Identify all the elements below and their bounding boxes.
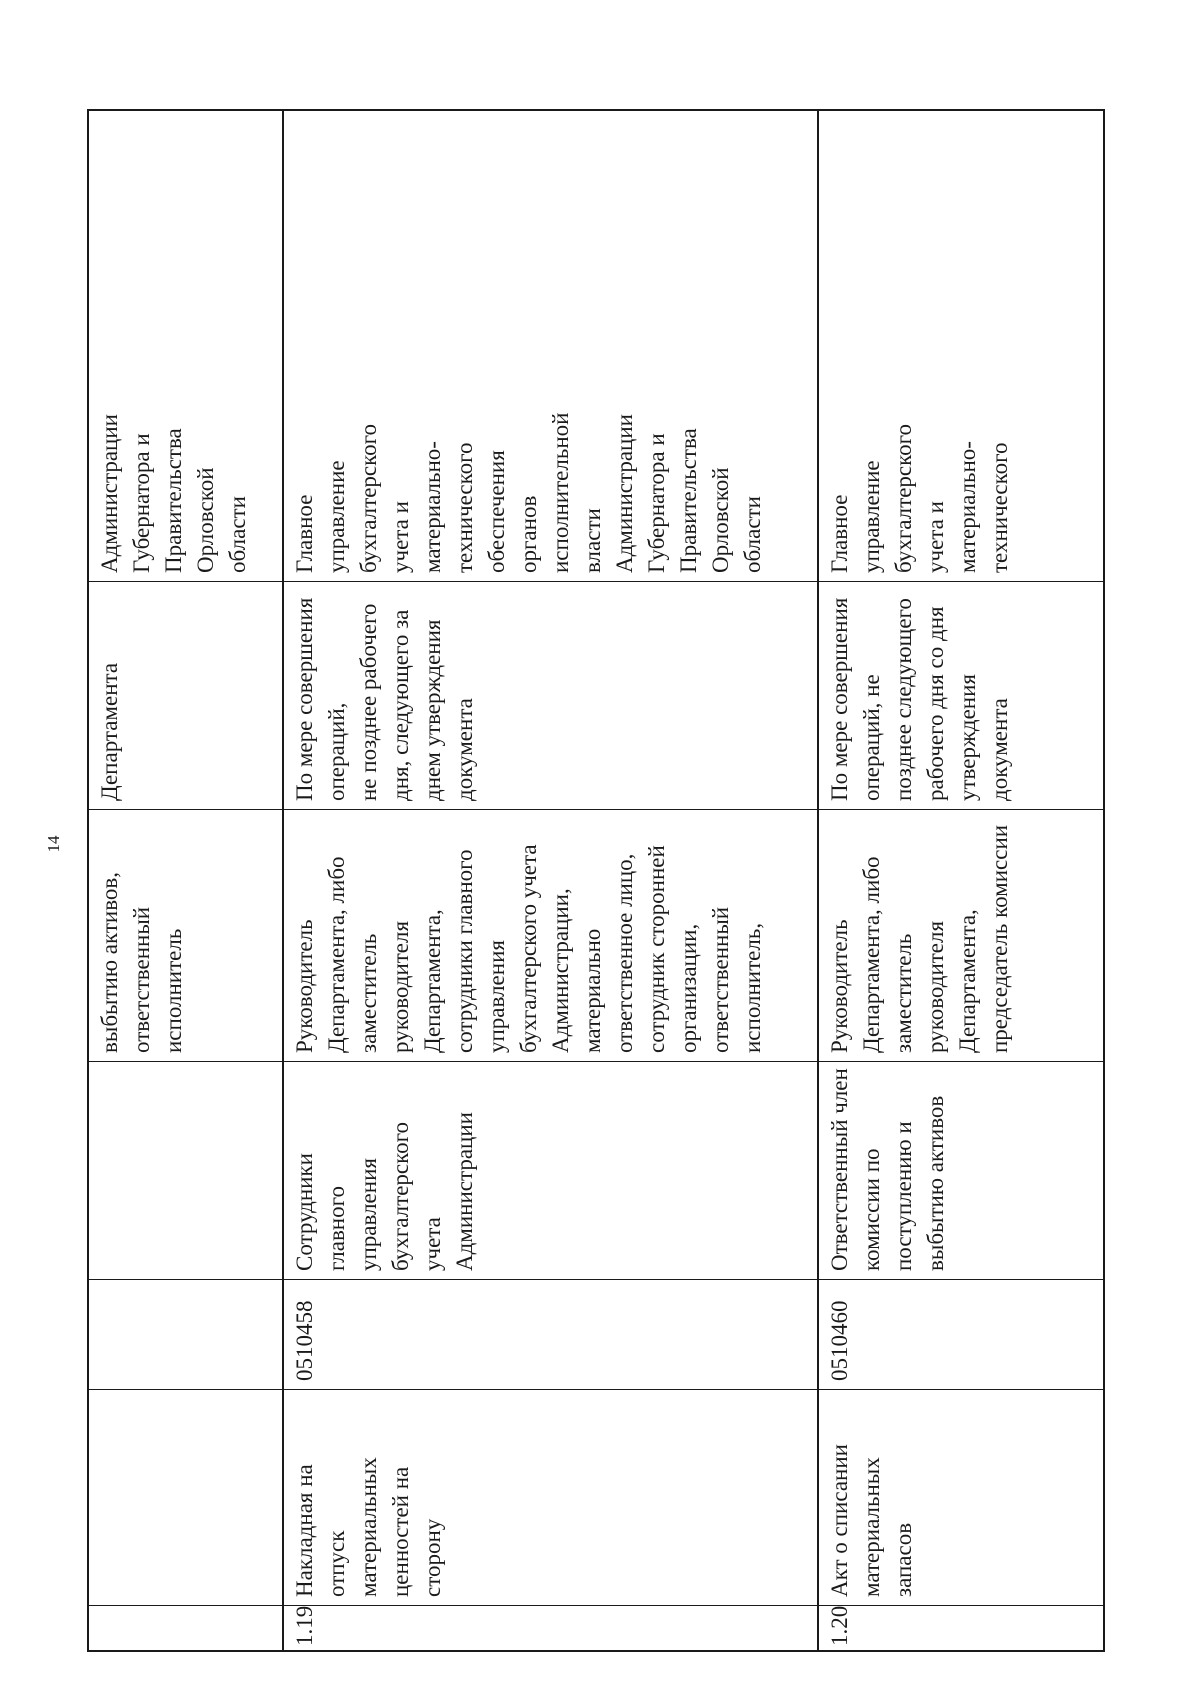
- signer-cell: выбытию активов, ответственный исполнитель: [89, 809, 282, 1061]
- table-row: [284, 111, 819, 1650]
- deadline-cell: По мере совершения операций, не позднее следующего рабочего дня со дня утверждения документа: [819, 581, 1105, 809]
- document-name-cell: Акт о списании материальных запасов: [819, 1389, 1105, 1605]
- recipient-cell: Главное управление бухгалтерского учета и материально- технического: [827, 424, 1012, 573]
- deadline-cell: Департамента: [89, 581, 282, 809]
- recipient-cell: Главное управление бухгалтерского учета и материально- технического обеспечения органов исполнительной власти Администрации Губернатора и Правительства Орловской области: [292, 412, 765, 573]
- document-table: [87, 109, 1105, 1652]
- document-name-cell: [89, 1389, 282, 1605]
- table-row: [819, 111, 1105, 1650]
- table-row: [89, 111, 284, 1650]
- recipient-cell: Администрации Губернатора и Правительства Орловской области: [97, 414, 250, 573]
- page-number: 14: [44, 835, 63, 853]
- preparer-cell: [89, 1061, 282, 1279]
- form-code-cell: 0510460: [819, 1279, 1105, 1389]
- preparer-cell: Ответственный член комиссии по поступлению и выбытию активов: [819, 1061, 1105, 1279]
- signer-cell: Руководитель Департамента, либо заместитель руководителя Департамента, сотрудники главного управления бухгалтерского учета Администрации, материально ответственное лицо, сотрудник сторонней организации, ответственный исполнитель,: [284, 809, 817, 1061]
- deadline-cell: По мере совершения операций, не позднее рабочего дня, следующего за днем утверждения документа: [284, 581, 817, 809]
- form-code-cell: [89, 1279, 282, 1389]
- row-number-cell: 1.19: [284, 1605, 817, 1650]
- row-number-cell: 1.20: [819, 1605, 1105, 1650]
- signer-cell: Руководитель Департамента, либо заместитель руководителя Департамента, председатель комиссии: [819, 809, 1105, 1061]
- preparer-cell: Сотрудники главного управления бухгалтерского учета Администрации: [284, 1061, 817, 1279]
- form-code-cell: 0510458: [284, 1279, 817, 1389]
- table-viewport: [87, 109, 1105, 1652]
- row-number-cell: [89, 1605, 282, 1650]
- document-name-cell: Накладная на отпуск материальных ценностей на сторону: [284, 1389, 817, 1605]
